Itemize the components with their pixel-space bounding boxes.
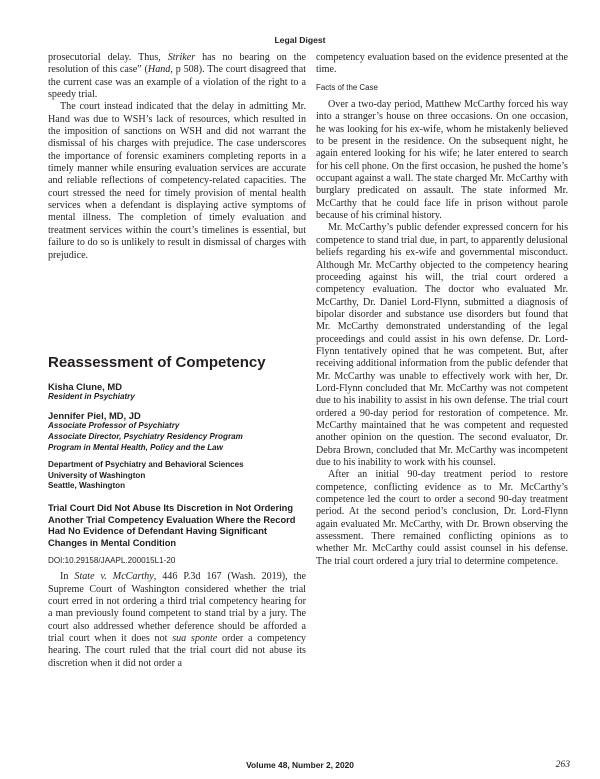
author-role: Program in Mental Health, Policy and the Law (48, 442, 223, 452)
affiliation: Department of Psychiatry and Behavioral Sciences University of Washington Seattle, Washington (48, 460, 244, 491)
right-column (316, 52, 568, 568)
paragraph-case-intro: In State v. McCarthy, 446 P.3d 167 (Wash. 2019), the Supreme Court of Washington considered whether the trial court erred in not ordering a third trial competency hearing for a man previously found competent to stand trial by a jury. The court also addressed whether deference should be afforded a trial court when it does not sua sponte order a competency hearing. The court ruled that the trial court did not abuse its discretion when it did not order a (48, 571, 306, 669)
author-role: Associate Professor of Psychiatry (48, 421, 180, 431)
left-column (48, 52, 306, 670)
author-name: Jennifer Piel, MD, JD (48, 409, 141, 421)
section-title: Reassessment of Competency (48, 353, 266, 371)
author-block-1 (48, 381, 306, 403)
author-block-2 (48, 410, 306, 453)
footer-volume: Volume 48, Number 2, 2020 (246, 760, 354, 770)
doi: DOI:10.29158/JAAPL.200015L1-20 (48, 556, 176, 566)
paragraph-facts-1: Over a two-day period, Matthew McCarthy forced his way into a stranger’s house on three occasions. On one occasion, he was looking for his ex-wife, whom he mistakenly believed to be present in the residence. On the subsequent night, he again entered looking for his wife; he later entered to search for his cell phone. On the first occasion, he pushed the home’s occupant against a wall. The state charged Mr. McCarthy with burglary predicated on assault. The state informed Mr. McCarthy that he could face life in prison without parole because of his criminal history. (316, 99, 568, 222)
section-spacer (48, 262, 306, 354)
paragraph-facts-2: Mr. McCarthy’s public defender expressed concern for his competence to stand trial due, in part, to apparently delusional beliefs regarding his ex-wife and governmental misconduct. Although Mr. McCarthy objected to the competency hearing proceeding against his will, the trial court ordered a competency evaluation. The doctor who evaluated Mr. McCarthy, Dr. Daniel Lord-Flynn, submitted a diagnosis of bipolar disorder and substance use disorders but found that Mr. McCarthy demonstrated understanding of the legal proceedings and could assist in his own defense. Dr. Lord-Flynn tentatively opined that he was competent. But, after receiving additional information from the public defender that Mr. McCarthy was unable to effectively work with her, Dr. Lord-Flynn concluded that Mr. McCarthy was not competent due to his inability to assist in his own defense. The trial court ordered a 90-day period for restoration of competence. Mr. McCarthy maintained that he was competent and requested another opinion on the question. The second evaluator, Dr. Debra Brown, concluded that Mr. McCarthy was incompetent due to his inability to work with his counsel. (316, 222, 568, 468)
page-number: 263 (555, 759, 570, 770)
author-role: Resident in Psychiatry (48, 392, 135, 402)
author-role: Associate Director, Psychiatry Residency Program (48, 432, 243, 442)
paragraph-continued: prosecutorial delay. Thus, Striker has no bearing on the resolution of this case” (Hand, p 508). The court disagreed that the current case was an example of a violation of the right to a speedy trial. (48, 52, 306, 101)
running-header: Legal Digest (274, 35, 326, 45)
paragraph-continued: competency evaluation based on the evidence presented at the time. (316, 52, 568, 76)
case-title: Trial Court Did Not Abuse Its Discretion in Not Ordering Another Trial Competency Evaluation Where the Record Had No Evidence of Defendant Having Significant Changes in Mental Condition (48, 503, 296, 548)
paragraph-facts-3: After an initial 90-day treatment period to restore competence, conflicting evidence as to Mr. McCarthy’s competence led the court to order a second 90-day treatment period. At the second period’s conclusion, Dr. Lord-Flynn again evaluated Mr. McCarthy, with Dr. Brown observing the assessment. There remained conflicting opinions as to whether Mr. McCarthy could assist counsel in his defense. The trial court ordered a jury trial to determine competence. (316, 469, 568, 567)
author-name: Kisha Clune, MD (48, 380, 122, 392)
subsection-heading: Facts of the Case (316, 82, 378, 92)
paragraph-conclusion: The court instead indicated that the delay in admitting Mr. Hand was due to WSH’s lack of resources, which resulted in the imposition of sanctions on WSH and did not warrant the dismissal of his charges with prejudice. The case underscores the importance of forensic examiners completing reports in a timely manner while ensuring evaluation services are accurate and reliable reflections of competency-related capacities. The court stressed the need for timely provision of mental health services when a defendant is displaying active symptoms of mental illness. The completion of timely evaluation and treatment services within the court’s timelines is essential, but failure to do so is unlikely to result in dismissal of charges with prejudice. (48, 101, 306, 261)
